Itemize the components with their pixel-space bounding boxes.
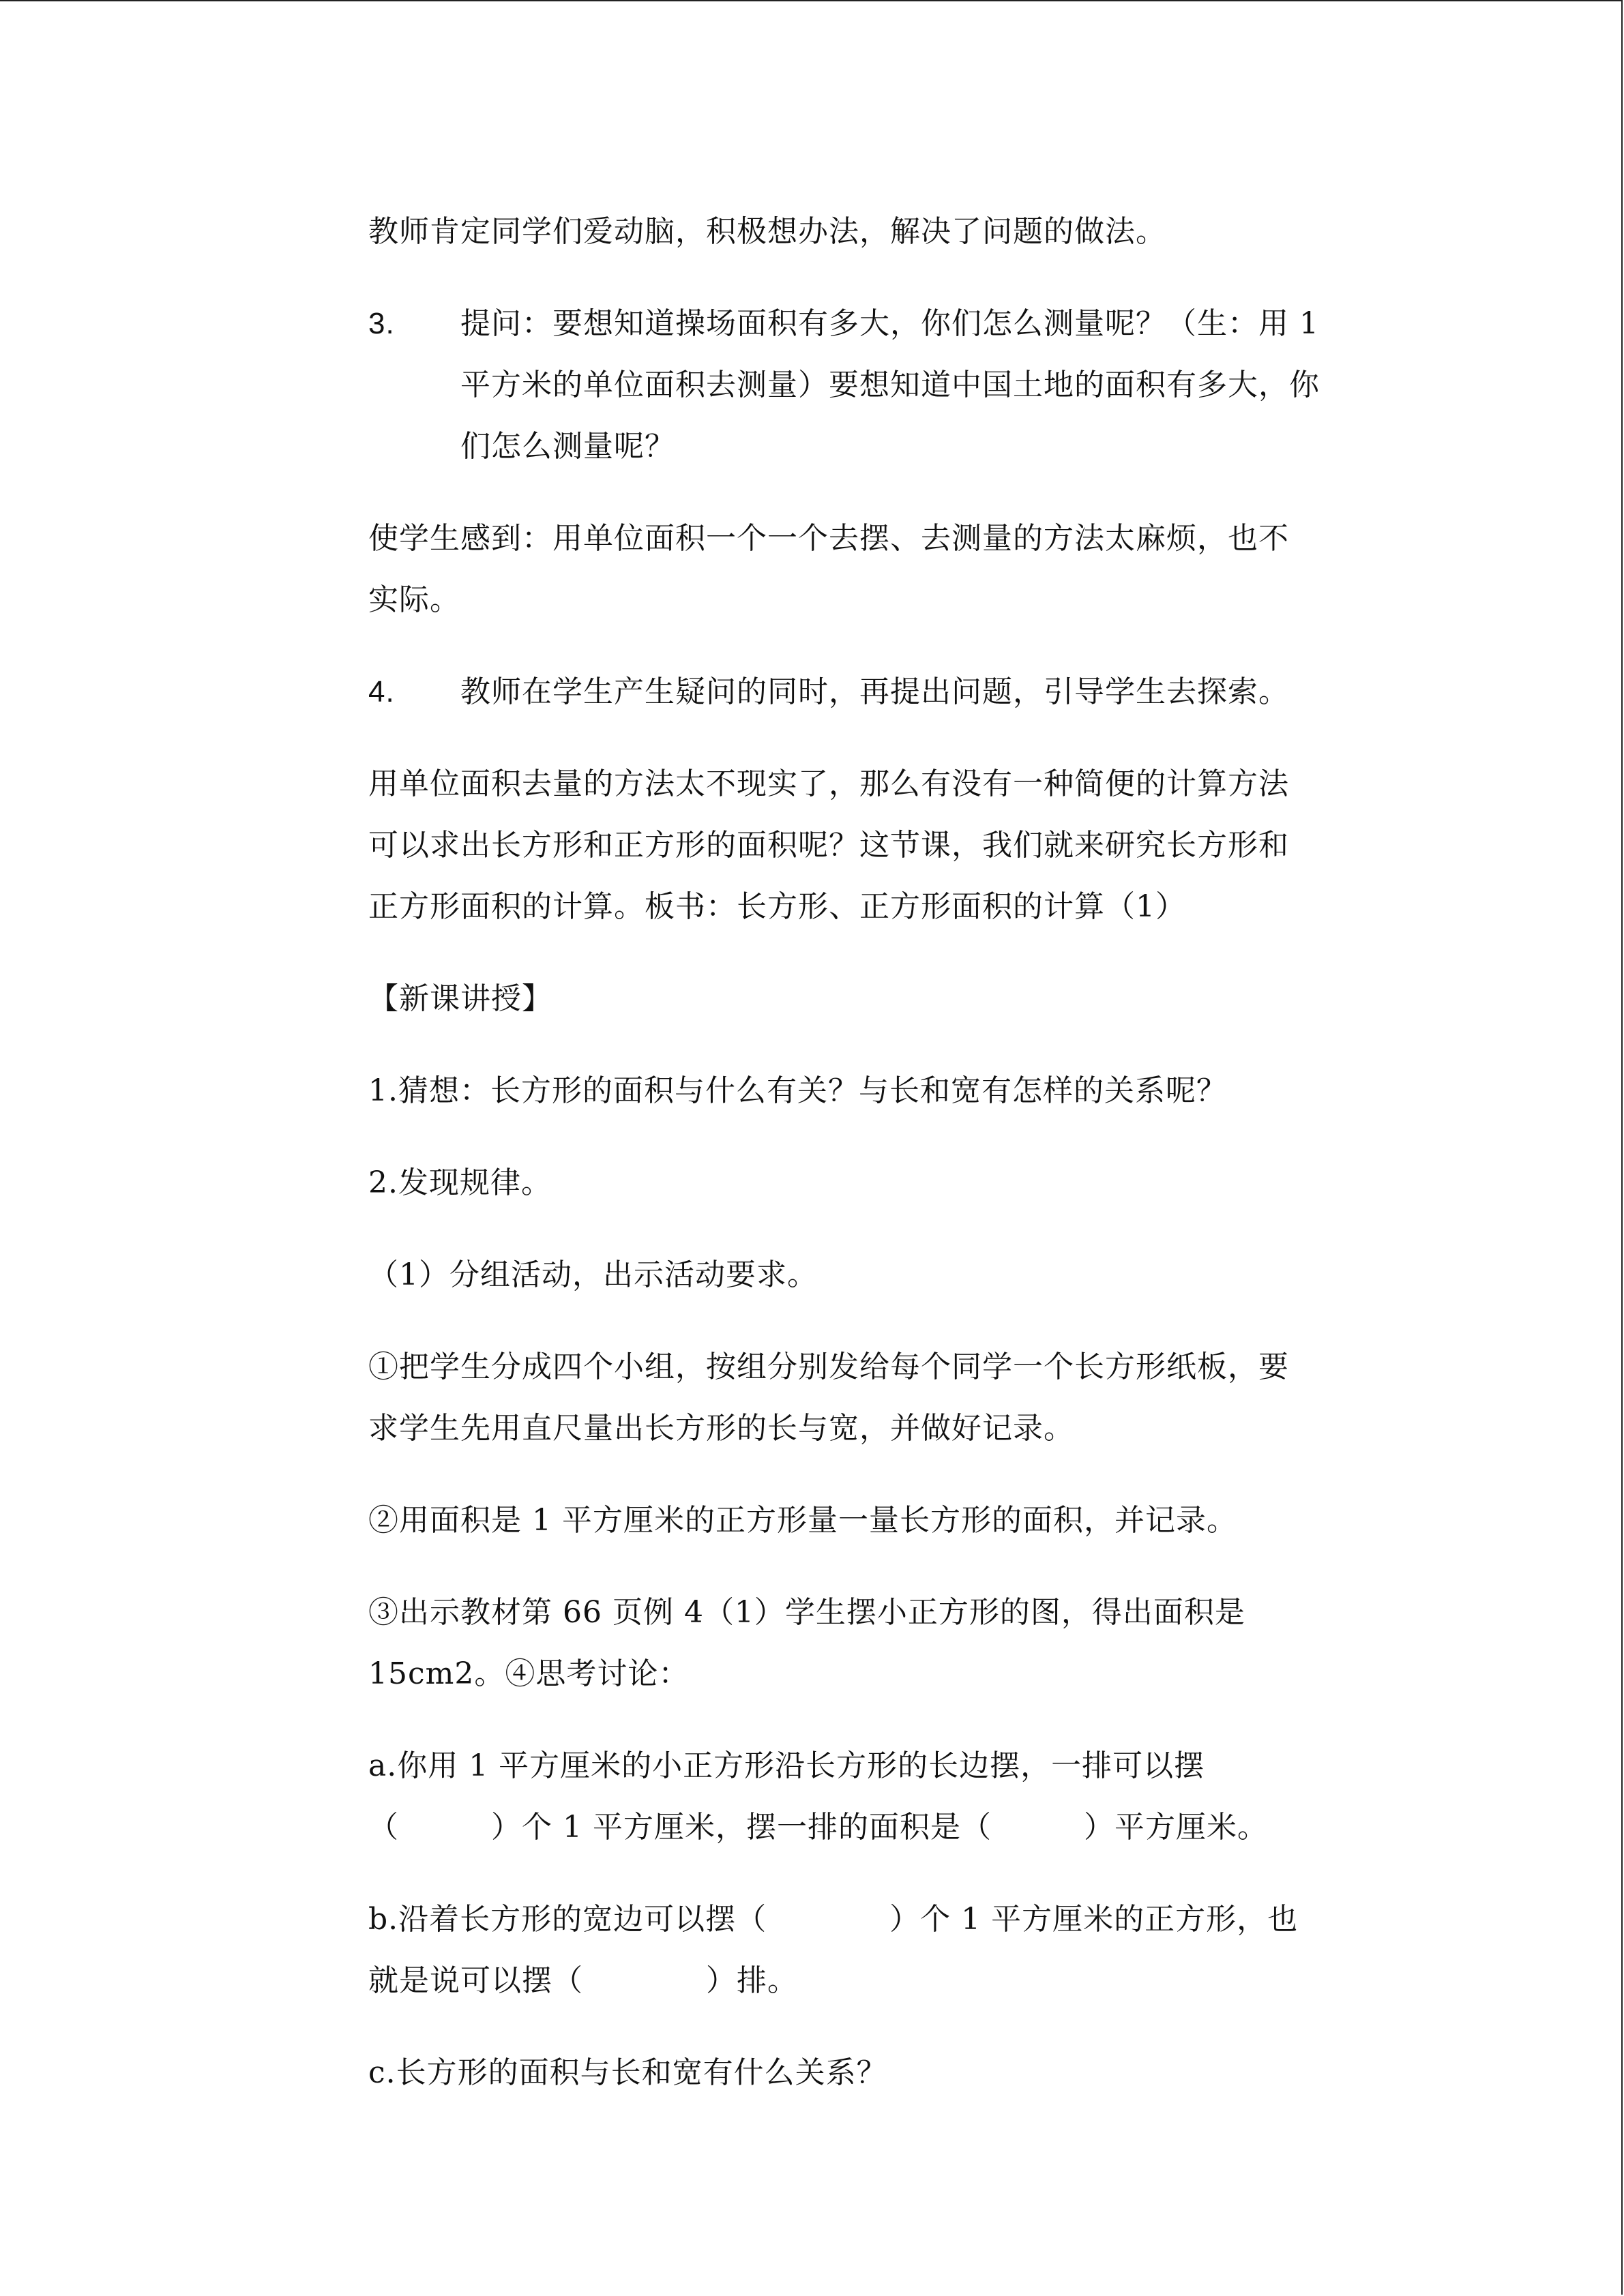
paragraph-line: 可以求出长方形和正方形的面积呢？这节课，我们就来研究长方形和 xyxy=(368,828,1289,863)
paragraph-line: 15cm2。④思考讨论： xyxy=(368,1656,690,1691)
paragraph-line: c.长方形的面积与长和宽有什么关系？ xyxy=(368,2055,887,2090)
paragraph-line: 提问：要想知道操场面积有多大，你们怎么测量呢？（生：用 1 xyxy=(460,306,1319,341)
paragraph-line: 1.猜想：长方形的面积与什么有关？与长和宽有怎样的关系呢？ xyxy=(368,1073,1227,1108)
paragraph-line: 求学生先用直尺量出长方形的长与宽，并做好记录。 xyxy=(368,1411,1074,1446)
paragraph-line: 实际。 xyxy=(368,582,460,617)
paragraph-line: b.沿着长方形的宽边可以摆（ ）个 1 平方厘米的正方形，也 xyxy=(368,1902,1299,1937)
paragraph-line: （1）分组活动，出示活动要求。 xyxy=(368,1257,818,1292)
paragraph-line: 正方形面积的计算。板书：长方形、正方形面积的计算（1） xyxy=(368,889,1186,924)
paragraph-line: a.你用 1 平方厘米的小正方形沿长方形的长边摆，一排可以摆 xyxy=(368,1748,1205,1783)
paragraph-line: ①把学生分成四个小组，按组分别发给每个同学一个长方形纸板，要 xyxy=(368,1350,1289,1384)
list-number: 4. xyxy=(368,675,395,709)
paragraph-line: 使学生感到：用单位面积一个一个去摆、去测量的方法太麻烦，也不 xyxy=(368,521,1289,556)
paragraph-line: （ ）个 1 平方厘米，摆一排的面积是（ ）平方厘米。 xyxy=(368,1810,1268,1845)
paragraph-line: 2.发现规律。 xyxy=(368,1165,552,1200)
paragraph-line: ②用面积是 1 平方厘米的正方形量一量长方形的面积，并记录。 xyxy=(368,1503,1237,1538)
paragraph-line: ③出示教材第 66 页例 4（1）学生摆小正方形的图，得出面积是 xyxy=(368,1595,1245,1630)
paragraph-line: 用单位面积去量的方法太不现实了，那么有没有一种简便的计算方法 xyxy=(368,766,1289,801)
paragraph-line: 们怎么测量呢？ xyxy=(460,429,675,464)
paragraph-line: 教师在学生产生疑问的同时，再提出问题，引导学生去探索。 xyxy=(460,674,1289,709)
paragraph-line: 教师肯定同学们爱动脑，积极想办法，解决了问题的做法。 xyxy=(368,214,1166,249)
paragraph-line: 就是说可以摆（ ）排。 xyxy=(368,1963,798,1998)
section-heading: 【新课讲授】 xyxy=(368,981,552,1016)
list-number: 3. xyxy=(368,307,395,340)
paragraph-line: 平方米的单位面积去测量）要想知道中国土地的面积有多大，你 xyxy=(460,368,1320,402)
